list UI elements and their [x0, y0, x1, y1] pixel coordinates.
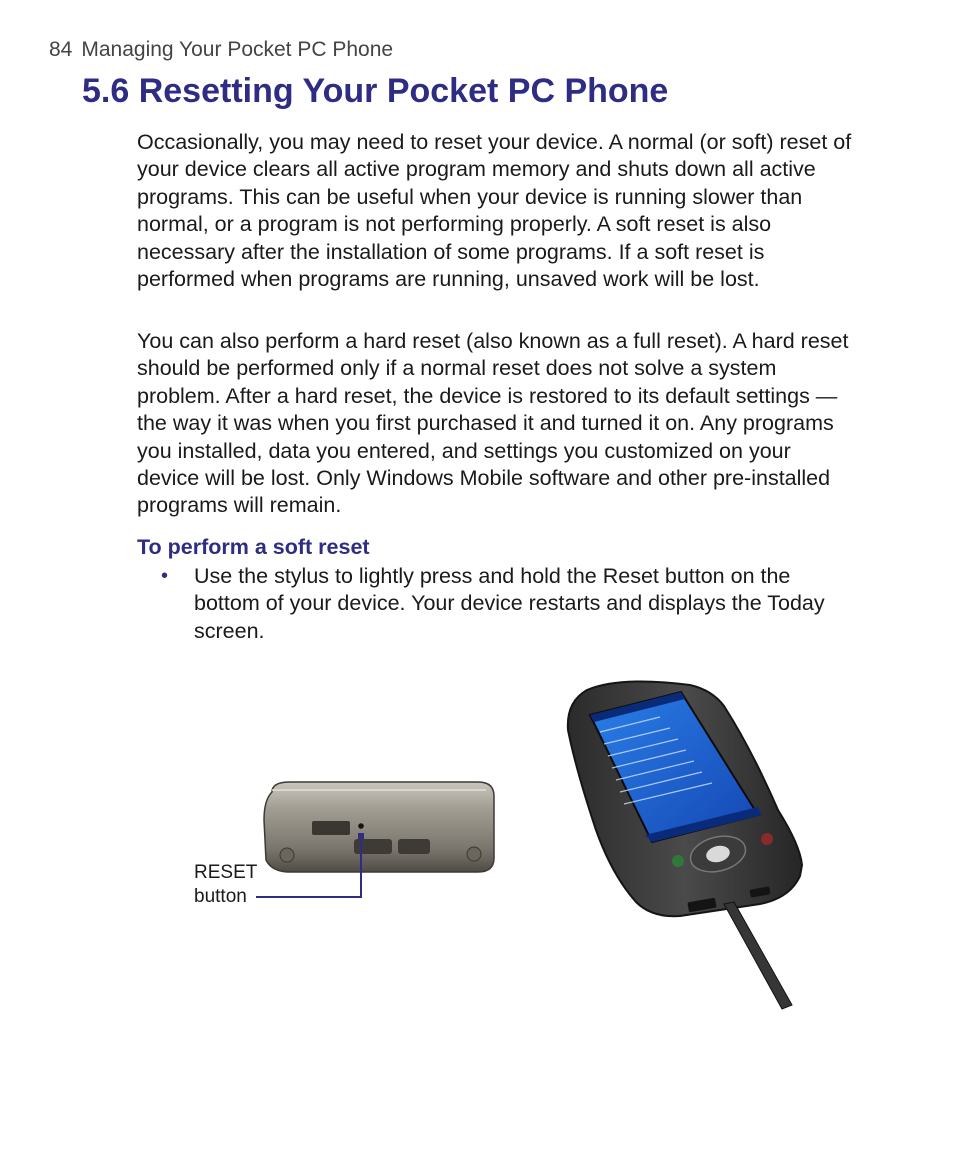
running-header [49, 38, 393, 62]
paragraph-hard-reset-intro: You can also perform a hard reset (also known as a full reset). A hard reset should be performed only if a normal reset does not solve a system problem. After a hard reset, the device is restored to its default settings — the way it was when you first purchased it and turned it on. Any programs you installed, data you entered, and settings you customized on your device will be lost. Only Windows Mobile software and other pre-installed programs will remain. [137, 329, 849, 518]
device-bottom-view [264, 782, 494, 872]
section-title: 5.6 Resetting Your Pocket PC Phone [82, 72, 669, 110]
reset-marker [358, 833, 364, 839]
bottom-port-right [398, 839, 430, 854]
procedure-steps [137, 563, 837, 645]
bottom-port-left [312, 821, 350, 835]
page-number: 84 [49, 38, 73, 61]
pocket-pc-illustration [568, 681, 802, 1009]
callout-label-line2: button [194, 886, 247, 907]
reset-button-callout [194, 861, 257, 909]
bottom-connector [354, 839, 392, 854]
reset-hole [358, 823, 364, 829]
procedure-step-text: Use the stylus to lightly press and hold the Reset button on the bottom of your device. Your device restarts and displays the Today screen. [194, 564, 825, 643]
callout-label-line1: RESET [194, 862, 258, 883]
reset-figure [0, 640, 954, 1040]
stylus [724, 902, 792, 1009]
procedure-step [137, 563, 837, 645]
running-title: Managing Your Pocket PC Phone [81, 38, 394, 61]
bullet-icon: • [161, 565, 169, 587]
paragraph-soft-reset-intro: Occasionally, you may need to reset your device. A normal (or soft) reset of your device clears all active program memory and shuts down all active programs. This can be useful when your device is running slower than normal, or a program is not performing properly. A soft reset is also necessary after the installation of some programs. If a soft reset is performed when programs are running, unsaved work will be lost. [137, 130, 852, 292]
procedure-heading: To perform a soft reset [137, 535, 370, 559]
